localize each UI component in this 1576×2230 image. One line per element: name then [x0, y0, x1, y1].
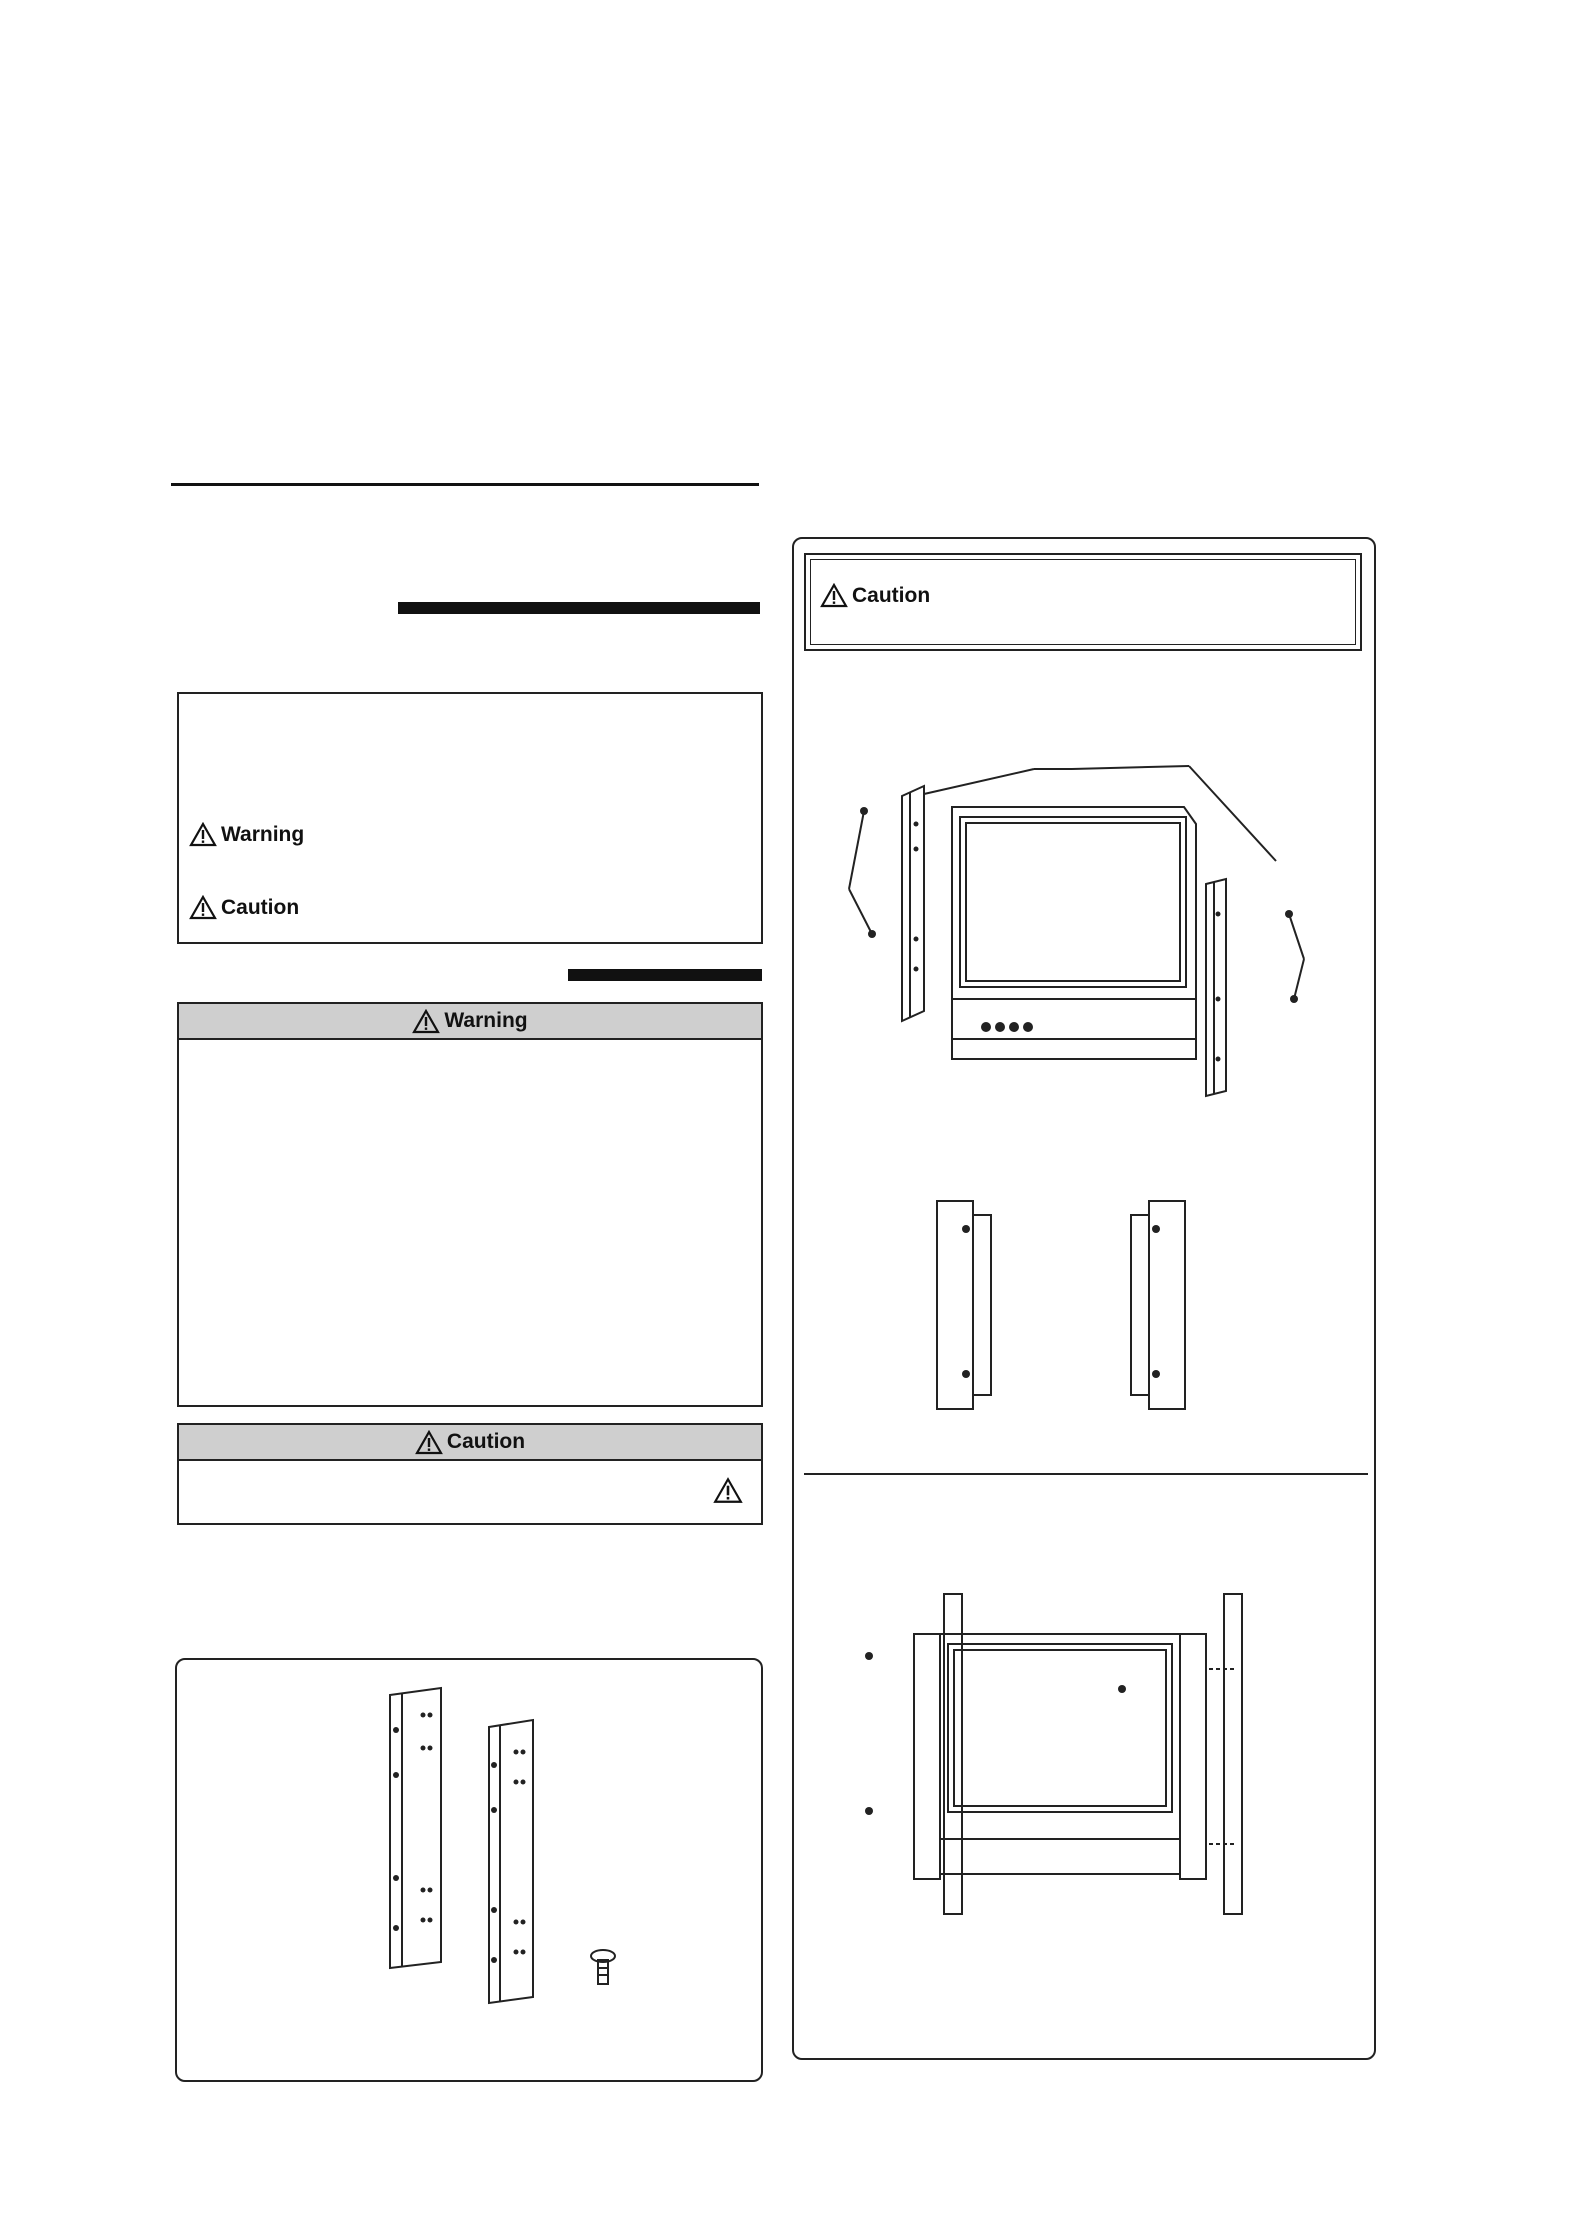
warning-triangle-icon — [412, 1009, 440, 1034]
caution-inline-triangle-icon — [713, 1477, 743, 1504]
heading-bar-1 — [398, 602, 760, 614]
signal-warning-label-row — [189, 822, 304, 847]
signal-word-box — [177, 692, 763, 944]
signal-caution-label-row — [189, 895, 299, 920]
caution-panel-header — [179, 1425, 761, 1461]
signal-warning-label: Warning — [221, 822, 305, 846]
warning-triangle-icon — [189, 822, 217, 847]
signal-caution-label: Caution — [221, 895, 300, 919]
heading-bar-2 — [568, 969, 762, 981]
mounting-panel — [792, 537, 1376, 2060]
monitor-bracket-attach-illustration — [794, 539, 1378, 2062]
caution-triangle-icon — [189, 895, 217, 920]
caution-panel-title: Caution — [446, 1430, 526, 1453]
right-caution-label: Caution — [852, 583, 931, 607]
caution-panel — [177, 1423, 763, 1525]
warning-panel-title: Warning — [444, 1009, 528, 1032]
warning-panel — [177, 1002, 763, 1407]
accessories-box — [175, 1658, 763, 2082]
warning-triangle-icon — [415, 1430, 443, 1455]
section-top-rule — [171, 483, 759, 486]
rack-brackets-illustration — [177, 1660, 765, 2084]
warning-panel-header — [179, 1004, 761, 1040]
